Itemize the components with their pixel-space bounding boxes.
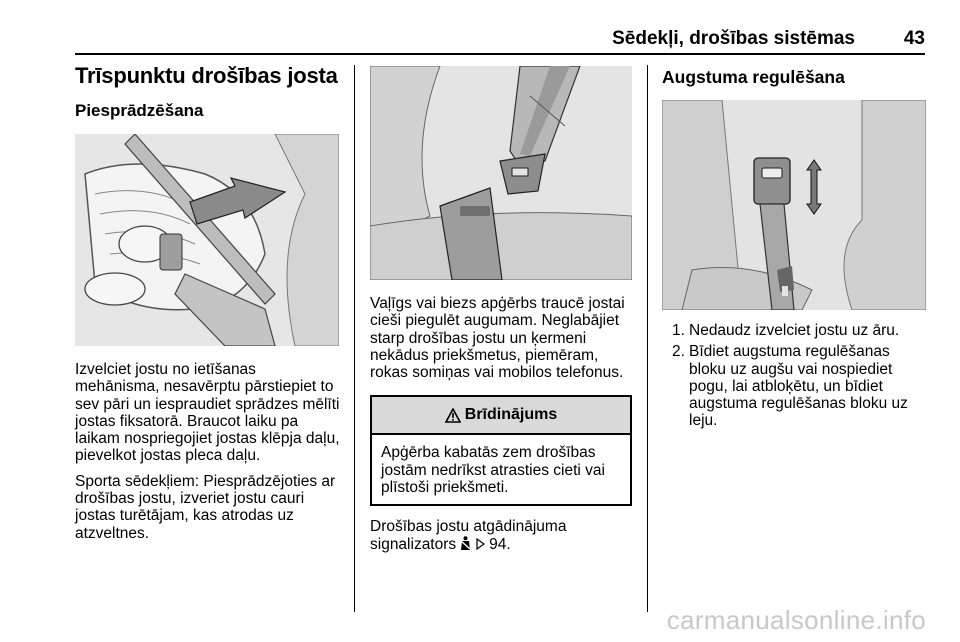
section-heading: Trīspunktu drošības josta [75, 63, 338, 88]
warning-box [370, 395, 632, 506]
seatbelt-buckling-illustration [75, 134, 339, 346]
step-text: Nedaudz izvelciet jostu uz āru. [689, 322, 900, 339]
paragraph: Vaļīgs vai biezs apģērbs traucē jostai cieši piegulēt augumam. Neglabājiet starp drošības jostu un ķermeni nekādus priekšmetus, piemēram, rokas somiņas vai mobilos telefonus. [370, 295, 625, 382]
steps-list [662, 322, 926, 430]
list-item [662, 322, 926, 339]
page-reference-arrow-icon [476, 537, 485, 554]
warning-triangle-icon [445, 408, 461, 423]
section-title: Sēdekļi, drošības sistēmas [612, 28, 855, 49]
column-1 [75, 62, 341, 542]
reminder-text: Drošības jostu atgādinājuma signalizators [370, 518, 567, 553]
reminder-paragraph [370, 518, 632, 555]
page-number: 43 [903, 28, 925, 49]
paragraph: Izvelciet jostu no ietīšanas mehānisma, nesavērptu pārstiepiet to sev pāri un iespraudiet sprādzes mēlīti jostas fiksatorā. Braucot laiku pa laikam nospriegojiet jostas klēpja daļu, pievelkot jostas pleca daļu. [75, 361, 340, 465]
subsection-heading: Piesprādzēšana [75, 101, 204, 120]
list-item [662, 343, 926, 429]
step-number: 2. [672, 343, 685, 361]
page-header [75, 28, 925, 54]
section-heading: Augstuma regulēšana [662, 67, 845, 87]
step-text: Bīdiet augstuma regulēšanas bloku uz augšu vai nospiediet pogu, lai atbloķētu, un bīdiet augstuma regulēšanas bloku uz leju. [689, 343, 908, 430]
seatbelt-buckle-illustration [370, 66, 632, 280]
column-2 [370, 62, 632, 555]
warning-title: Brīdinājums [464, 406, 558, 424]
step-number: 1. [672, 322, 685, 339]
column-3 [662, 62, 926, 434]
column-divider-2 [647, 65, 648, 612]
warning-text: Apģērba kabatās zem drošības jostām nedrīkst atrasties cieti vai plīstoši priekšmeti. [381, 444, 605, 497]
page-reference[interactable]: 94. [489, 535, 511, 553]
watermark: carmanualsonline.info [666, 605, 926, 635]
column-divider-1 [354, 65, 355, 612]
header-rule [75, 53, 925, 55]
seatbelt-reminder-icon [460, 536, 471, 555]
height-adjuster-illustration [662, 100, 926, 310]
paragraph: Sporta sēdekļiem: Piesprādzējoties ar drošības jostu, izveriet jostu cauri jostas turētājam, kas atrodas uz atzveltnes. [75, 472, 336, 542]
warning-header [372, 397, 630, 435]
